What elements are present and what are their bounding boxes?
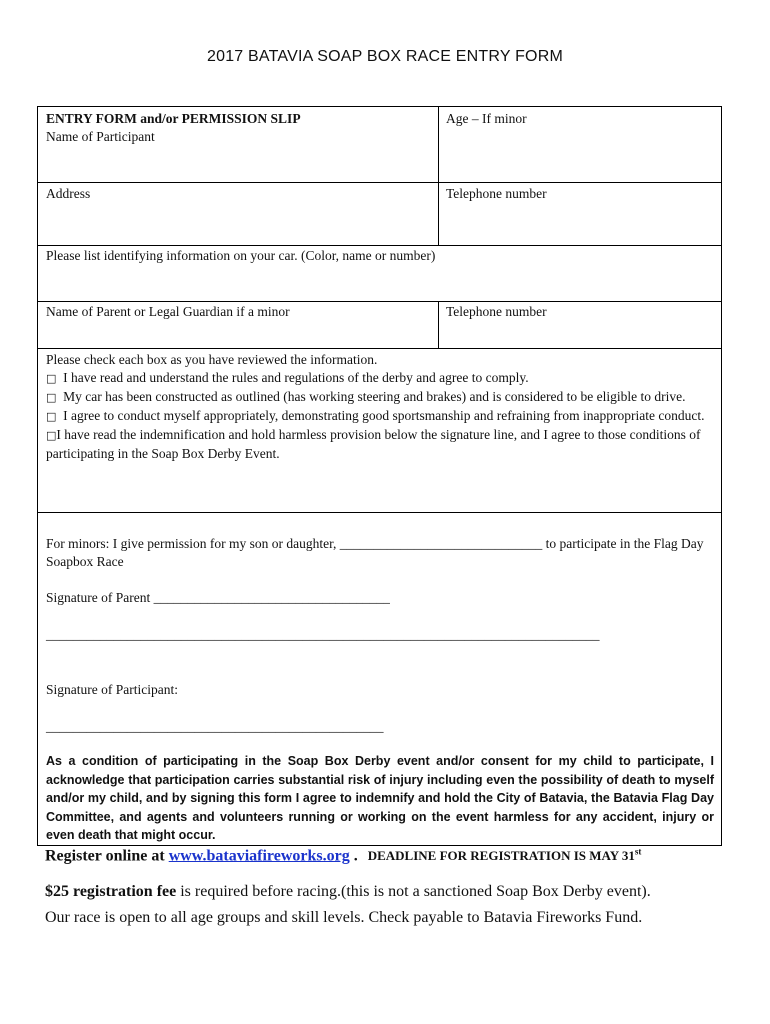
checklist-item: □ My car has been constructed as outlined (has working steering and brakes) and is considered to be eligible to drive. xyxy=(46,389,686,404)
checkbox-3[interactable]: □ xyxy=(46,429,57,442)
checklist-item: □ I agree to conduct myself appropriately, demonstrating good sportsmanship and refraining from inappropriate conduct. xyxy=(46,408,705,423)
indemnification-text: As a condition of participating in the Soap Box Derby event and/or consent for my child to participate, I acknowledge that participation carries substantial risk of injury including even the possibility of death to myself and/or my child, and by signing this form I agree to indemnify and hold the City of Batavia, the Batavia Flag Day Committee, and agents and volunteers running or working on the event harmless for any accident, injury or even death that might occur. xyxy=(46,754,714,842)
parent-signature[interactable]: Signature of Parent ___________________________________ xyxy=(46,590,390,605)
participant-signature[interactable]: Signature of Participant: xyxy=(46,682,178,697)
page-title: 2017 BATAVIA SOAP BOX RACE ENTRY FORM xyxy=(207,48,563,65)
row-divider xyxy=(38,512,721,513)
register-link[interactable]: www.bataviafireworks.org xyxy=(168,847,350,865)
checklist-item: □ I have read and understand the rules and regulations of the derby and agree to comply. xyxy=(46,370,529,385)
entry-form xyxy=(37,106,722,846)
row-divider xyxy=(38,301,721,302)
form-header: ENTRY FORM and/or PERMISSION SLIP xyxy=(46,111,301,126)
checklist-section xyxy=(46,351,714,463)
fee-line: $25 registration fee is required before racing.(this is not a sanctioned Soap Box Derby event). xyxy=(45,883,651,900)
address-field[interactable] xyxy=(46,185,90,203)
checkbox-1[interactable]: □ xyxy=(46,391,57,404)
row-divider xyxy=(38,245,721,246)
guardian-telephone-field[interactable] xyxy=(446,303,547,321)
telephone-field[interactable] xyxy=(446,185,547,203)
guardian-label: Name of Parent or Legal Guardian if a minor xyxy=(46,304,290,319)
guardian-field[interactable] xyxy=(46,303,290,321)
register-line: Register online at www.bataviafireworks.org . DEADLINE FOR REGISTRATION IS MAY 31st xyxy=(45,847,642,865)
checkbox-2[interactable]: □ xyxy=(46,410,57,423)
checkbox-0[interactable]: □ xyxy=(46,372,57,385)
deadline: DEADLINE FOR REGISTRATION IS MAY 31st xyxy=(367,847,642,864)
guardian-telephone-label: Telephone number xyxy=(446,304,547,319)
open-line: Our race is open to all age groups and skill levels. Check payable to Batavia Fireworks Fund. xyxy=(45,909,643,926)
parent-signature-line[interactable]: __________________________________________________________________________________ xyxy=(46,627,600,642)
minors-permission: For minors: I give permission for my son or daughter, ______________________________ to participate in the Flag Day Soapbox Race xyxy=(46,536,704,569)
participant-field[interactable] xyxy=(46,110,301,146)
column-divider xyxy=(438,107,439,245)
row-divider xyxy=(38,182,721,183)
participant-signature-line[interactable]: __________________________________________________ xyxy=(46,719,384,734)
car-info-field[interactable] xyxy=(46,247,435,265)
checklist-item: □I have read the indemnification and hold harmless provision below the signature line, and I agree to those conditions of participating in the Soap Box Derby Event. xyxy=(46,427,701,461)
checklist-intro: Please check each box as you have reviewed the information. xyxy=(46,352,378,367)
telephone-label: Telephone number xyxy=(446,186,547,201)
car-info-label: Please list identifying information on your car. (Color, name or number) xyxy=(46,248,436,263)
age-label: Age – If minor xyxy=(446,111,527,126)
participant-label: Name of Participant xyxy=(46,129,155,144)
row-divider xyxy=(38,348,721,349)
column-divider xyxy=(438,301,439,348)
address-label: Address xyxy=(46,186,91,201)
age-field[interactable] xyxy=(446,110,527,128)
